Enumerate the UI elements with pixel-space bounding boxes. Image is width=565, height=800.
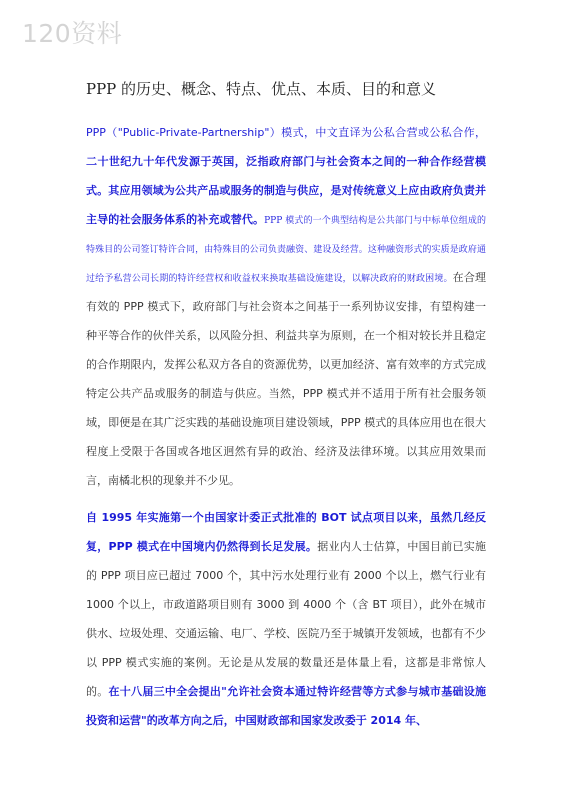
p2-body: 据业内人士估算，中国目前已实施的 PPP 项目应已超过 7000 个，其中污水处理行业有 2000 个以上，燃气行业有 1000 个以上，市政道路项目则有 3000 到 4000 个（含 BT 项目），此外在城市供水、垃圾处理、交通运输、电厂、学校、医院乃至于城镇开发领域，也都有不少以 PPP 模式实施的案例。无论是从发展的数量还是体量上看，这都是非常惊人的。 [86,540,486,698]
p1-serif-note: PPP 模式的一个典型结构是公共部门与中标单位组成的特殊目的公司签订特许合同，由特殊目的公司负责融资、建设及经营。这种融资形式的实质是政府通过给予私营公司长期的特许经营权和收益权来换取基础设施建设，以解决政府的财政困境。 [86,216,486,284]
p1-intro: PPP（"Public-Private-Partnership"）模式，中文直译为公私合营或公私合作， [86,126,486,139]
p1-body: 在合理有效的 PPP 模式下，政府部门与社会资本之间基于一系列协议安排，有望构建一种平等合作的伙伴关系，以风险分担、利益共享为原则，在一个相对较长并且稳定的合作期限内，发挥公私双方各自的资源优势，以更加经济、富有效率的方式完成特定公共产品或服务的制造与供应。当然，PPP 模式并不适用于所有社会服务领域，即便是在其广泛实践的基础设施项目建设领域，PPP 模式的具体应用也在很大程度上受限于各国或各地区迥然有异的政治、经济及法律环境。以其应用效果而言，南橘北枳的现象并不少见。 [86,271,486,487]
document-body [86,118,486,743]
p2-highlight-2: 在十八届三中全会提出"允许社会资本通过特许经营等方式参与城市基础设施投资和运营"的改革方向之后，中国财政部和国家发改委于 2014 年、 [86,685,486,727]
p2-highlight: 自 1995 年实施第一个由国家计委正式批准的 BOT 试点项目以来，虽然几经反复，PPP 模式在中国境内仍然得到长足发展。 [86,511,486,553]
paragraph-1 [86,118,486,495]
watermark-logo: 120资料 [22,19,123,48]
p1-highlight: 二十世纪九十年代发源于英国，泛指政府部门与社会资本之间的一种合作经营模式。其应用领域为公共产品或服务的制造与供应，是对传统意义上应由政府负责并主导的社会服务体系的补充或替代。 [86,155,486,226]
document-title: PPP 的历史、概念、特点、优点、本质、目的和意义 [86,80,437,98]
paragraph-2 [86,503,486,735]
